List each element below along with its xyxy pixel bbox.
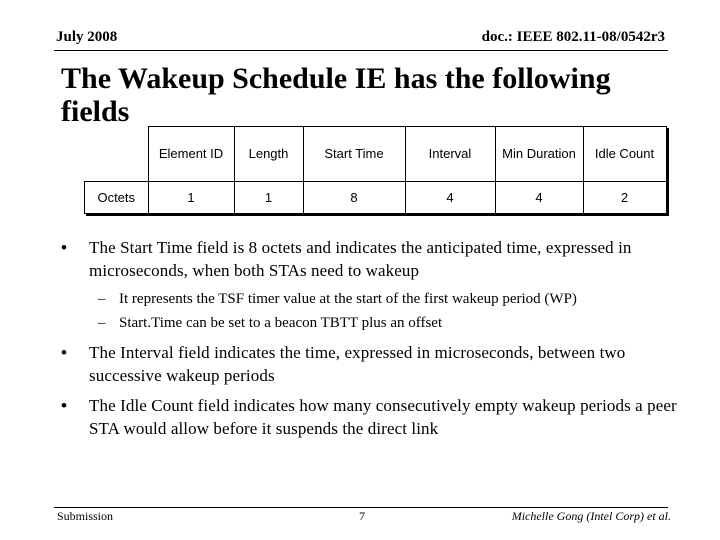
fields-table	[84, 126, 667, 214]
bullet-text: The Start Time field is 8 octets and indicates the anticipated time, expressed in microseconds, when both STAs need to wakeup	[89, 238, 632, 280]
header-rule	[54, 50, 668, 51]
column-header: Element ID	[148, 127, 234, 182]
table-header-row	[85, 127, 667, 182]
footer-author: Michelle Gong (Intel Corp) et al.	[511, 509, 671, 523]
column-header: Idle Count	[583, 127, 666, 182]
table-cell: 8	[303, 182, 405, 214]
table-corner-cell	[85, 127, 149, 182]
table-cell: 4	[405, 182, 495, 214]
row-label: Octets	[85, 182, 149, 214]
bullet-text: The Idle Count field indicates how many consecutively empty wakeup periods a peer STA would allow before it suspends the direct link	[89, 396, 677, 438]
header-date: July 2008	[56, 29, 118, 45]
column-header: Min Duration	[495, 127, 583, 182]
bullet-marker: •	[61, 238, 67, 257]
sub-bullet-marker: –	[98, 315, 106, 331]
column-header: Interval	[405, 127, 495, 182]
column-header: Start Time	[303, 127, 405, 182]
slide-title: The Wakeup Schedule IE has the following fields	[61, 62, 611, 128]
table-cell: 1	[148, 182, 234, 214]
column-header: Length	[234, 127, 303, 182]
footer-rule	[54, 507, 668, 508]
header-doc-id: doc.: IEEE 802.11-08/0542r3	[481, 29, 665, 45]
sub-bullet-text: Start.Time can be set to a beacon TBTT plus an offset	[119, 315, 443, 331]
bullet-text: The Interval field indicates the time, expressed in microseconds, between two successive wakeup periods	[89, 343, 626, 385]
table-row	[85, 182, 667, 214]
page-number: 7	[359, 509, 365, 523]
table-cell: 4	[495, 182, 583, 214]
bullet-marker: •	[61, 396, 67, 415]
footer-submission: Submission	[57, 509, 114, 523]
table-cell: 2	[583, 182, 666, 214]
sub-bullet-marker: –	[98, 291, 106, 307]
bullet-marker: •	[61, 343, 67, 362]
table-cell: 1	[234, 182, 303, 214]
sub-bullet-text: It represents the TSF timer value at the start of the first wakeup period (WP)	[119, 291, 577, 307]
